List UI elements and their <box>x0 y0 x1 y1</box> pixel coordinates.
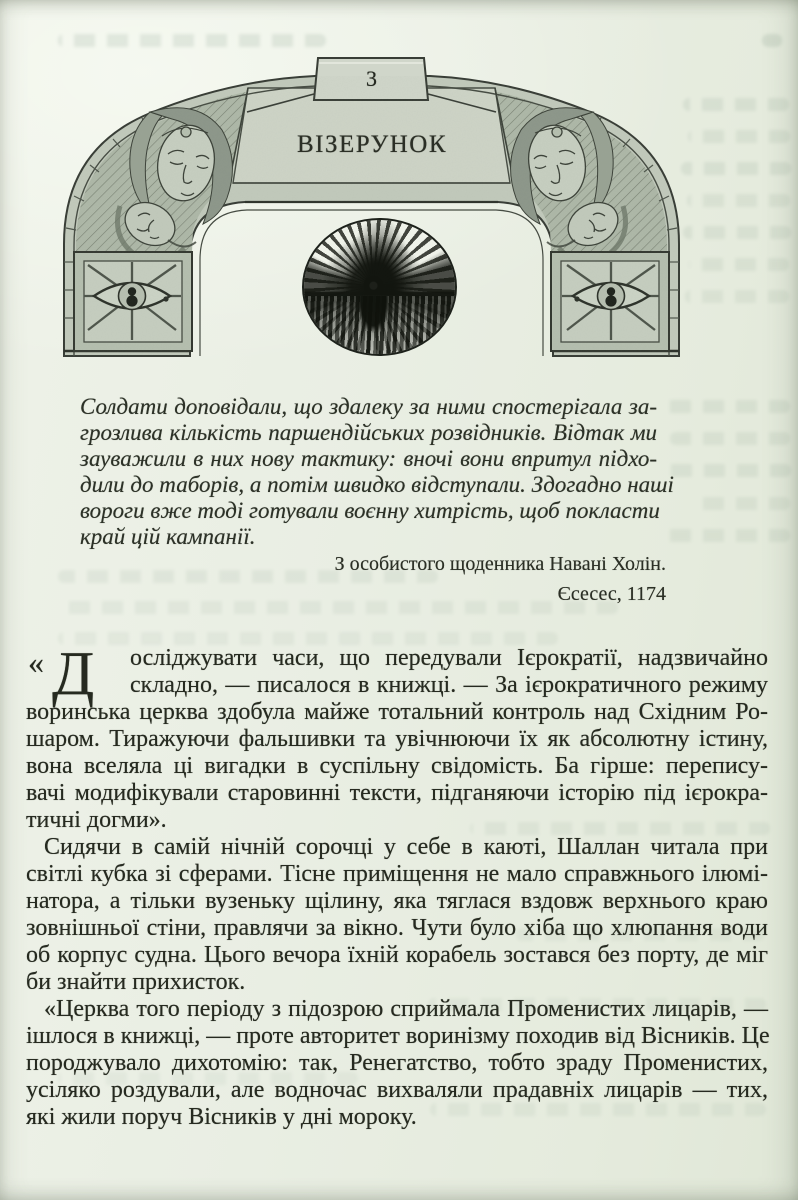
ink-bleed-artifact <box>697 497 790 510</box>
ink-bleed-artifact <box>663 464 791 477</box>
ink-bleed-artifact <box>664 400 790 413</box>
body-text <box>26 640 770 1131</box>
body-line: натора, а тільки вузеньку щілину, яка тяглася вздовж верхнього краю <box>26 888 768 914</box>
sphere-smoke-plume <box>346 220 412 295</box>
body-line: «Церква того періоду з підозрою сприймала Променистих лицарів, — <box>44 996 768 1022</box>
epigraph-attribution <box>80 549 666 609</box>
epigraph-line: край цій кампанії. <box>80 524 256 549</box>
body-line: складно, — писалося в книжці. — За ієрократичного режиму <box>130 672 768 698</box>
body-line: осліджувати часи, що передували Ієрократії, надзвичайно <box>130 645 768 671</box>
body-line: усіляко роздували, але водночас вихваляли прадавніх лицарів — тих, <box>26 1077 768 1103</box>
ink-bleed-artifact <box>670 432 790 445</box>
drop-cap-block <box>26 640 130 708</box>
body-line: воринська церква здобула майже тотальний контроль над Східним Ро- <box>26 699 768 725</box>
chapter-number: 3 <box>366 66 378 91</box>
epigraph-line: Солдати доповідали, що здалеку за ними спостерігала за- <box>80 394 657 419</box>
epigraph-line: вороги вже тоді готували воєнну хитрість, щоб покласти <box>80 498 660 523</box>
epigraph <box>80 394 674 550</box>
sphere-burst-illustration <box>302 218 457 356</box>
body-line: ішлося в книжці, — проте авторитет воринізму походив від Вісників. Це <box>26 1023 770 1049</box>
body-line: об корпус судна. Цього вечора їхній корабель зостався без порту, де міг <box>26 942 768 968</box>
body-line: тичні догми». <box>26 807 167 833</box>
ink-bleed-artifact <box>663 529 790 542</box>
attribution-date: Єсесес, 1174 <box>557 583 666 605</box>
body-line: вачі модифікували старовинні тексти, підганяючи історію під ієрокра- <box>26 780 768 806</box>
body-line: породжувало дихотомію: так, Ренегатство, тобто зраду Променистих, <box>26 1050 768 1076</box>
open-quote-mark: « <box>28 644 44 680</box>
body-line: зовнішньої стіни, правлячи за вікно. Чути було хіба що хлюпання води <box>26 915 768 941</box>
paragraph-1-head <box>26 640 768 708</box>
epigraph-line: зауважили в них нову тактику: вночі вони впритул підхо- <box>80 446 657 471</box>
chapter-title: ВІЗЕРУНОК <box>296 131 448 158</box>
epigraph-line: грозлива кількість паршендійських розвідників. Відтак ми <box>80 420 657 445</box>
body-line: які жили поруч Вісників у дні мороку. <box>26 1104 417 1130</box>
drop-cap-letter: Д <box>52 640 95 708</box>
epigraph-line: дили до таборів, а потім швидко відступали. Здогадно наші <box>80 472 674 497</box>
body-line: би знайти прихисток. <box>26 969 246 995</box>
sphere-cracked-ground <box>304 296 455 354</box>
body-line: вона вселяла ці вигадки в суспільну свідомість. Ба гірше: перепису- <box>26 753 768 779</box>
body-line: Сидячи в самій нічній сорочці у себе в каюті, Шаллан читала при <box>44 834 768 860</box>
ink-bleed-artifact <box>58 632 558 645</box>
body-line: шаром. Тиражуючи фальшивки та увічнюючи їх як абсолютну істину, <box>26 726 768 752</box>
body-line: світлі кубка зі сферами. Тісне приміщення не мало справжнього ілюмі- <box>26 861 768 887</box>
attribution-source: З особистого щоденника Навані Холін. <box>334 553 666 575</box>
